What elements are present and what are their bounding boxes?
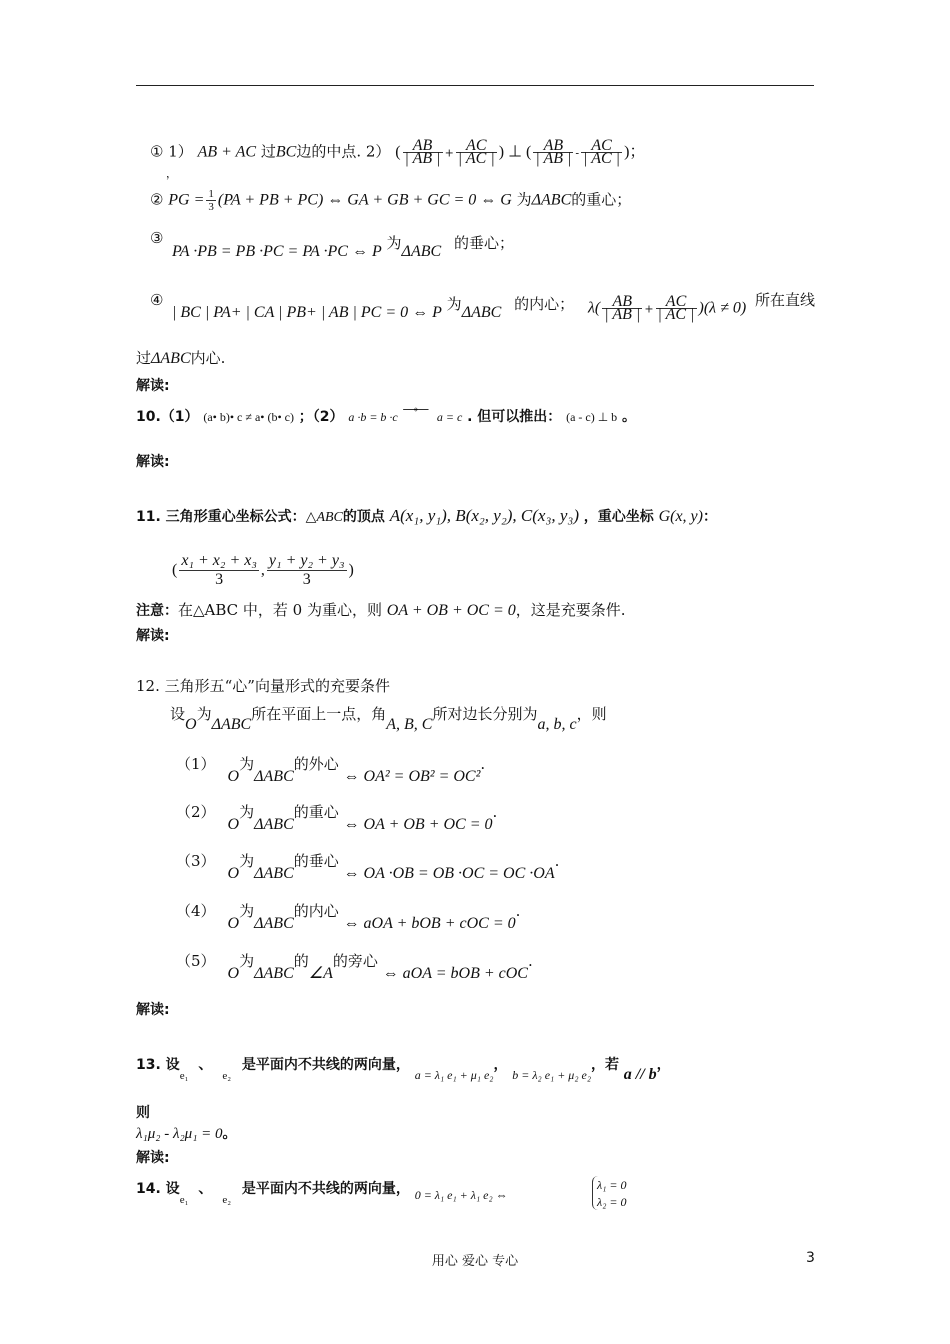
fraction-y bbox=[267, 552, 347, 589]
centroid-coordinate: G(x, y) bbox=[658, 508, 703, 525]
operator: + bbox=[644, 302, 654, 316]
comma: , bbox=[260, 561, 265, 579]
property-line-2 bbox=[150, 188, 631, 213]
triangle-abc: ΔABC bbox=[151, 350, 191, 367]
equation: λ₁ = 0 bbox=[597, 1178, 627, 1192]
angles: A, B, C bbox=[386, 716, 433, 733]
denominator: | AC | bbox=[657, 306, 695, 323]
text: ，则 bbox=[576, 705, 607, 723]
formula: PA ·PB = PB ·PC = PA ·PC ⇔ P bbox=[172, 243, 382, 260]
text: 为 bbox=[446, 295, 462, 313]
fraction-one-third bbox=[206, 188, 216, 213]
section-13 bbox=[136, 1054, 671, 1083]
formula: a = λ₁ e₁ + μ₁ e₂ bbox=[414, 1068, 494, 1082]
text: 在△ABC 中，若 0 为重心，则 bbox=[178, 601, 382, 619]
text: 。 bbox=[621, 409, 636, 425]
center-orthocenter bbox=[176, 851, 560, 882]
item-number: （1） bbox=[176, 755, 216, 773]
item-marker: ④ bbox=[150, 291, 164, 309]
section-12-title: 12. 三角形五“心”向量形式的充要条件 bbox=[136, 677, 390, 695]
item-marker: ③ bbox=[150, 229, 164, 247]
point-o: O bbox=[227, 768, 240, 785]
denominator: 3 bbox=[215, 571, 224, 588]
page-footer: 用心 爱心 专心 bbox=[431, 1254, 519, 1269]
center-centroid bbox=[176, 802, 498, 833]
section-13-conclusion bbox=[136, 1102, 237, 1144]
triangle-abc: ΔABC bbox=[254, 915, 294, 932]
fraction-x bbox=[179, 552, 259, 589]
triangle-abc: ΔABC bbox=[531, 191, 572, 209]
text: 的顶点 bbox=[342, 509, 385, 525]
text: 为 bbox=[239, 803, 255, 821]
triangle-abc: ΔABC bbox=[401, 243, 442, 260]
property-line-5 bbox=[136, 348, 225, 369]
text: 内心. bbox=[190, 349, 226, 367]
formula: (a• b)• c ≠ a• (b• c) bbox=[203, 410, 295, 424]
vector-e1: e₁ bbox=[179, 1070, 189, 1082]
numerator: 1 bbox=[208, 188, 214, 200]
property-line-3-formula bbox=[172, 234, 514, 262]
item-number: （5） bbox=[176, 952, 216, 970]
triangle-abc: ΔABC bbox=[254, 865, 294, 882]
vector-sum: AB + AC bbox=[197, 143, 257, 161]
segment-bc: BC bbox=[275, 143, 297, 161]
point-o: O bbox=[227, 816, 240, 833]
text: 的旁心 bbox=[332, 952, 378, 970]
system-of-equations bbox=[592, 1176, 626, 1210]
item-number: （3） bbox=[176, 852, 216, 870]
text: 的垂心； bbox=[453, 234, 514, 252]
text: 的重心 bbox=[293, 803, 339, 821]
point-o: O bbox=[227, 965, 240, 982]
sub-number: 1） bbox=[168, 142, 193, 161]
text: ，这是充要条件. bbox=[515, 601, 626, 619]
item-marker: ① bbox=[150, 142, 164, 161]
text: 为 bbox=[239, 952, 255, 970]
period: . bbox=[492, 803, 498, 821]
text: . 但可以推出： bbox=[467, 409, 562, 425]
text: 为 bbox=[239, 852, 255, 870]
double-arrow-icon: ⟶⟵ bbox=[402, 403, 425, 416]
triangle-abc: ABC bbox=[316, 510, 343, 525]
formula: a ·b = b ·c bbox=[348, 410, 398, 424]
denominator: | AC | bbox=[583, 150, 621, 167]
formula: ⇔ aOA = bOB + cOC bbox=[382, 965, 528, 982]
numerator: AC bbox=[581, 140, 622, 153]
text: 的内心 bbox=[293, 902, 339, 920]
numerator: y₁ + y₂ + y₃ bbox=[268, 552, 345, 569]
property-line-4-formula bbox=[172, 295, 575, 323]
paren: ( bbox=[172, 561, 178, 579]
text: 的内心； bbox=[514, 295, 575, 313]
point-o: O bbox=[227, 915, 240, 932]
text: 所对边长分别为 bbox=[432, 705, 538, 723]
interpretation-label: 解读: bbox=[136, 1150, 170, 1166]
formula: 0 = λ₁ e₁ + λ₁ e₂ ⇔ bbox=[414, 1188, 508, 1202]
formula: λ₁μ₂ - λ₂μ₁ = 0 bbox=[136, 1126, 223, 1142]
fraction-ab bbox=[403, 137, 443, 167]
equation: λ₂ = 0 bbox=[597, 1195, 627, 1209]
denominator: 3 bbox=[302, 571, 311, 588]
formula: )(λ ≠ 0) bbox=[698, 299, 747, 317]
note-line bbox=[136, 600, 626, 621]
operator: + bbox=[444, 146, 454, 160]
point-o: O bbox=[185, 716, 197, 733]
text: ： bbox=[702, 509, 717, 525]
triangle-abc: ΔABC bbox=[254, 816, 294, 833]
text: 则 bbox=[136, 1105, 150, 1121]
formula: a = c bbox=[436, 410, 463, 424]
numerator: AB bbox=[602, 296, 642, 309]
section-number: 13. 设 bbox=[136, 1057, 180, 1073]
interpretation-label: 解读: bbox=[136, 378, 170, 394]
text: ，重心坐标 bbox=[583, 509, 654, 525]
note-label: 注意： bbox=[136, 603, 178, 619]
centroid-formula bbox=[172, 552, 354, 589]
paren: )； bbox=[624, 143, 646, 161]
text: 为 bbox=[239, 902, 255, 920]
fraction-ac bbox=[456, 137, 497, 167]
period: . bbox=[554, 852, 560, 870]
triangle-abc: ΔABC bbox=[254, 768, 294, 785]
sides: a, b, c bbox=[537, 716, 577, 733]
formula: (a - c) ⊥ b bbox=[566, 410, 618, 424]
text: 的垂心 bbox=[293, 852, 339, 870]
text: ，若 bbox=[591, 1057, 619, 1073]
text: 为 bbox=[239, 755, 255, 773]
section-11 bbox=[136, 506, 717, 528]
property-line-1 bbox=[150, 137, 646, 167]
section-10 bbox=[136, 403, 636, 428]
denominator: | AB | bbox=[535, 150, 572, 167]
fraction-ac bbox=[656, 293, 697, 323]
angle-a: ∠A bbox=[308, 965, 333, 982]
formula: PG = bbox=[168, 191, 205, 209]
text: 所在平面上一点，角 bbox=[251, 705, 387, 723]
property-line-3 bbox=[150, 228, 163, 248]
fraction-ab bbox=[602, 293, 642, 323]
triangle-abc: ΔABC bbox=[254, 965, 294, 982]
fraction-ab-2 bbox=[533, 137, 573, 167]
center-circumcenter bbox=[176, 754, 486, 785]
numerator: AC bbox=[456, 140, 497, 153]
section-number: 10.（1） bbox=[136, 409, 199, 425]
denominator: | AB | bbox=[404, 150, 441, 167]
text: 是平面内不共线的两向量， bbox=[241, 1181, 410, 1197]
text: 的 bbox=[293, 952, 309, 970]
separator: 、 bbox=[198, 1181, 213, 1197]
vector-e1: e₁ bbox=[179, 1194, 189, 1206]
point-o: O bbox=[227, 865, 240, 882]
text: 过 bbox=[260, 142, 276, 161]
fraction-ac-2 bbox=[581, 137, 622, 167]
center-incenter bbox=[176, 901, 521, 932]
denominator: | AC | bbox=[457, 150, 495, 167]
center-excenter bbox=[176, 951, 533, 982]
vector-e2: e₂ bbox=[222, 1194, 232, 1206]
triangle-abc: ΔABC bbox=[211, 716, 252, 733]
section-12-intro bbox=[170, 704, 607, 733]
formula: ⇔ aOA + bOB + cOC = 0 bbox=[343, 915, 516, 932]
text: 的外心 bbox=[293, 755, 339, 773]
paren: ) bbox=[348, 561, 354, 579]
interpretation-label: 解读: bbox=[136, 628, 170, 644]
numerator: AB bbox=[533, 140, 573, 153]
property-line-4-lambda bbox=[588, 290, 815, 323]
separator: 、 bbox=[198, 1057, 213, 1073]
item-marker: ② bbox=[150, 190, 164, 209]
interpretation-label: 解读: bbox=[136, 454, 170, 470]
header-rule bbox=[136, 85, 814, 86]
text: 为 bbox=[196, 705, 212, 723]
text: 边的中点. 2） bbox=[296, 142, 391, 161]
item-number: （4） bbox=[176, 902, 216, 920]
text: 的重心； bbox=[571, 190, 632, 209]
numerator: AB bbox=[403, 140, 443, 153]
formula: ⇔ OA ·OB = OB ·OC = OC ·OA bbox=[343, 865, 555, 882]
text: 是平面内不共线的两向量， bbox=[241, 1057, 410, 1073]
numerator: AC bbox=[656, 296, 697, 309]
paren: ( bbox=[395, 143, 401, 161]
operator: - bbox=[575, 146, 580, 160]
operator: ) ⊥ ( bbox=[498, 143, 532, 161]
text: 为 bbox=[386, 234, 402, 252]
formula: (PA + PB + PC) ⇔ GA + GB + GC = 0 ⇔ G bbox=[217, 191, 512, 209]
section-title: 11. 三角形重心坐标公式：△ bbox=[136, 509, 317, 525]
text: ；（2） bbox=[298, 409, 344, 425]
property-line-4 bbox=[150, 290, 163, 310]
numerator: x₁ + x₂ + x₃ bbox=[181, 552, 257, 569]
formula: ⇔ OA² = OB² = OC² bbox=[343, 768, 481, 785]
vector-e2: e₂ bbox=[222, 1070, 232, 1082]
formula: | BC | PA+ | CA | PB+ | AB | PC = 0 ⇔ P bbox=[172, 304, 442, 321]
period: . bbox=[527, 952, 533, 970]
comma: ， bbox=[656, 1057, 671, 1073]
page-number: 3 bbox=[806, 1250, 815, 1266]
triangle-abc: ΔABC bbox=[461, 304, 502, 321]
text: 过 bbox=[136, 349, 152, 367]
formula: b = λ₂ e₁ + μ₂ e₂ bbox=[512, 1068, 591, 1082]
section-14 bbox=[136, 1178, 508, 1206]
formula: OA + OB + OC = 0 bbox=[386, 602, 516, 619]
formula: a // b bbox=[623, 1066, 657, 1083]
vertex-coordinates: A(x₁, y₁), B(x₂, y₂), C(x₃, y₃) bbox=[389, 506, 579, 525]
denominator: 3 bbox=[208, 201, 214, 213]
stray-comma: ， bbox=[166, 167, 177, 180]
text: 为 bbox=[516, 190, 532, 209]
period: 。 bbox=[222, 1126, 237, 1142]
section-number: 14. 设 bbox=[136, 1181, 180, 1197]
text: 设 bbox=[170, 705, 186, 723]
period: . bbox=[515, 902, 521, 920]
denominator: | AB | bbox=[604, 306, 641, 323]
formula: λ( bbox=[588, 299, 601, 317]
interpretation-label: 解读: bbox=[136, 1002, 170, 1018]
comma: ， bbox=[493, 1057, 508, 1073]
item-number: （2） bbox=[176, 803, 216, 821]
period: . bbox=[480, 755, 486, 773]
text: 所在直线 bbox=[754, 290, 815, 309]
formula: ⇔ OA + OB + OC = 0 bbox=[343, 816, 493, 833]
